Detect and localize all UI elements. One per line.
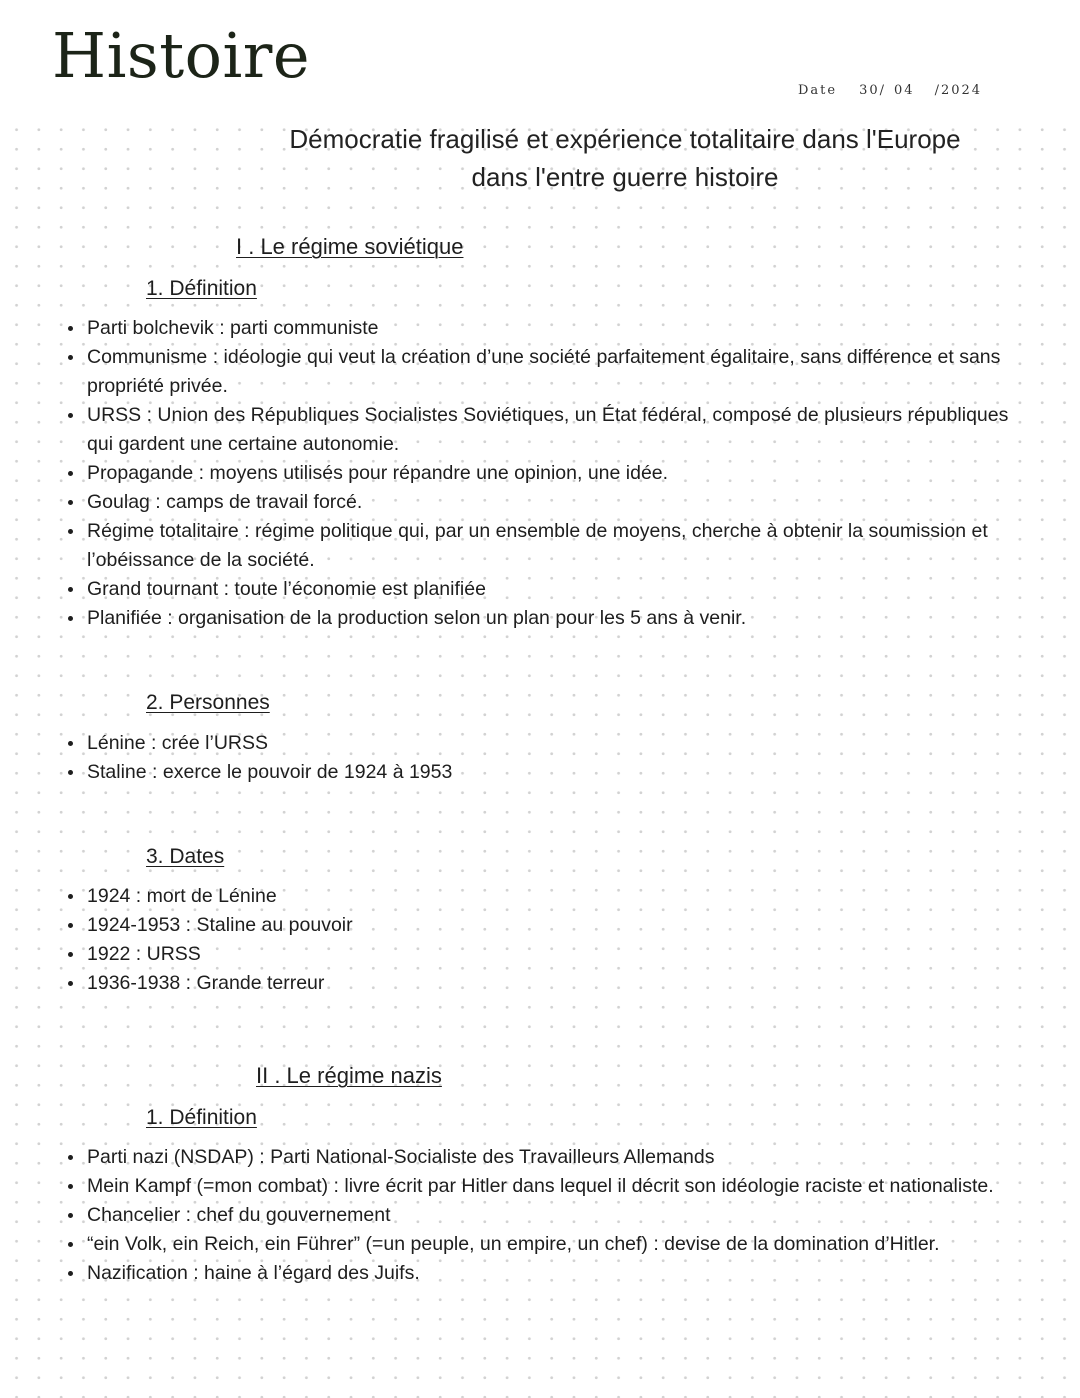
soviet-definition-list	[87, 314, 1037, 633]
list-item: 1936-1938 : Grande terreur	[87, 969, 1037, 998]
section-title-nazi-regime: II . Le régime nazis	[256, 1063, 442, 1088]
list-item: 1924 : mort de Lénine	[87, 882, 1037, 911]
list-item: Lénine : crée l’URSS	[87, 729, 1037, 758]
list-item: Staline : exerce le pouvoir de 1924 à 1953	[87, 758, 1037, 787]
list-item: “ein Volk, ein Reich, ein Führer” (=un peuple, un empire, un chef) : devise de la domination d’Hitler.	[87, 1230, 1037, 1259]
list-item: URSS : Union des Républiques Socialistes Soviétiques, un État fédéral, composé de plusieurs républiques qui gardent une certaine autonomie.	[87, 401, 1037, 459]
document-heading-line-2: dans l'entre guerre histoire	[471, 162, 779, 192]
nazi-definition-list	[87, 1143, 1037, 1288]
document-heading-line-1: Démocratie fragilisé et expérience totalitaire dans l'Europe	[289, 124, 961, 154]
date-line	[798, 83, 982, 98]
list-item: Parti nazi (NSDAP) : Parti National-Socialiste des Travailleurs Allemands	[87, 1143, 1037, 1172]
date-year: /2024	[934, 83, 983, 98]
list-item: Grand tournant : toute l’économie est planifiée	[87, 575, 1037, 604]
section-title-soviet-regime: I . Le régime soviétique	[236, 234, 464, 259]
list-item: Propagande : moyens utilisés pour répandre une opinion, une idée.	[87, 459, 1037, 488]
subsection-title-soviet-definition: 1. Définition	[146, 277, 257, 300]
date-day: 30/	[859, 83, 887, 98]
soviet-persons-list	[87, 729, 1037, 787]
subsection-title-soviet-dates: 3. Dates	[146, 845, 225, 868]
list-item: Nazification : haine à l’égard des Juifs.	[87, 1259, 1037, 1288]
list-item: Chancelier : chef du gouvernement	[87, 1201, 1037, 1230]
list-item: Planifiée : organisation de la production selon un plan pour les 5 ans à venir.	[87, 604, 1037, 633]
list-item: 1922 : URSS	[87, 940, 1037, 969]
list-item: Parti bolchevik : parti communiste	[87, 314, 1037, 343]
subsection-title-nazi-definition: 1. Définition	[146, 1106, 257, 1129]
date-label: Date	[798, 83, 838, 98]
document-heading	[160, 120, 1080, 196]
subsection-title-soviet-persons: 2. Personnes	[146, 691, 270, 714]
list-item: Goulag : camps de travail forcé.	[87, 488, 1037, 517]
soviet-dates-list	[87, 882, 1037, 998]
list-item: Mein Kampf (=mon combat) : livre écrit par Hitler dans lequel il décrit son idéologie raciste et nationaliste.	[87, 1172, 1037, 1201]
list-item: 1924-1953 : Staline au pouvoir	[87, 911, 1037, 940]
list-item: Communisme : idéologie qui veut la création d’une société parfaitement égalitaire, sans différence et sans propriété privée.	[87, 343, 1037, 401]
date-month: 04	[894, 83, 915, 98]
page-title: Histoire	[52, 19, 311, 92]
list-item: Régime totalitaire : régime politique qui, par un ensemble de moyens, cherche à obtenir la soumission et l’obéissance de la société.	[87, 517, 1037, 575]
